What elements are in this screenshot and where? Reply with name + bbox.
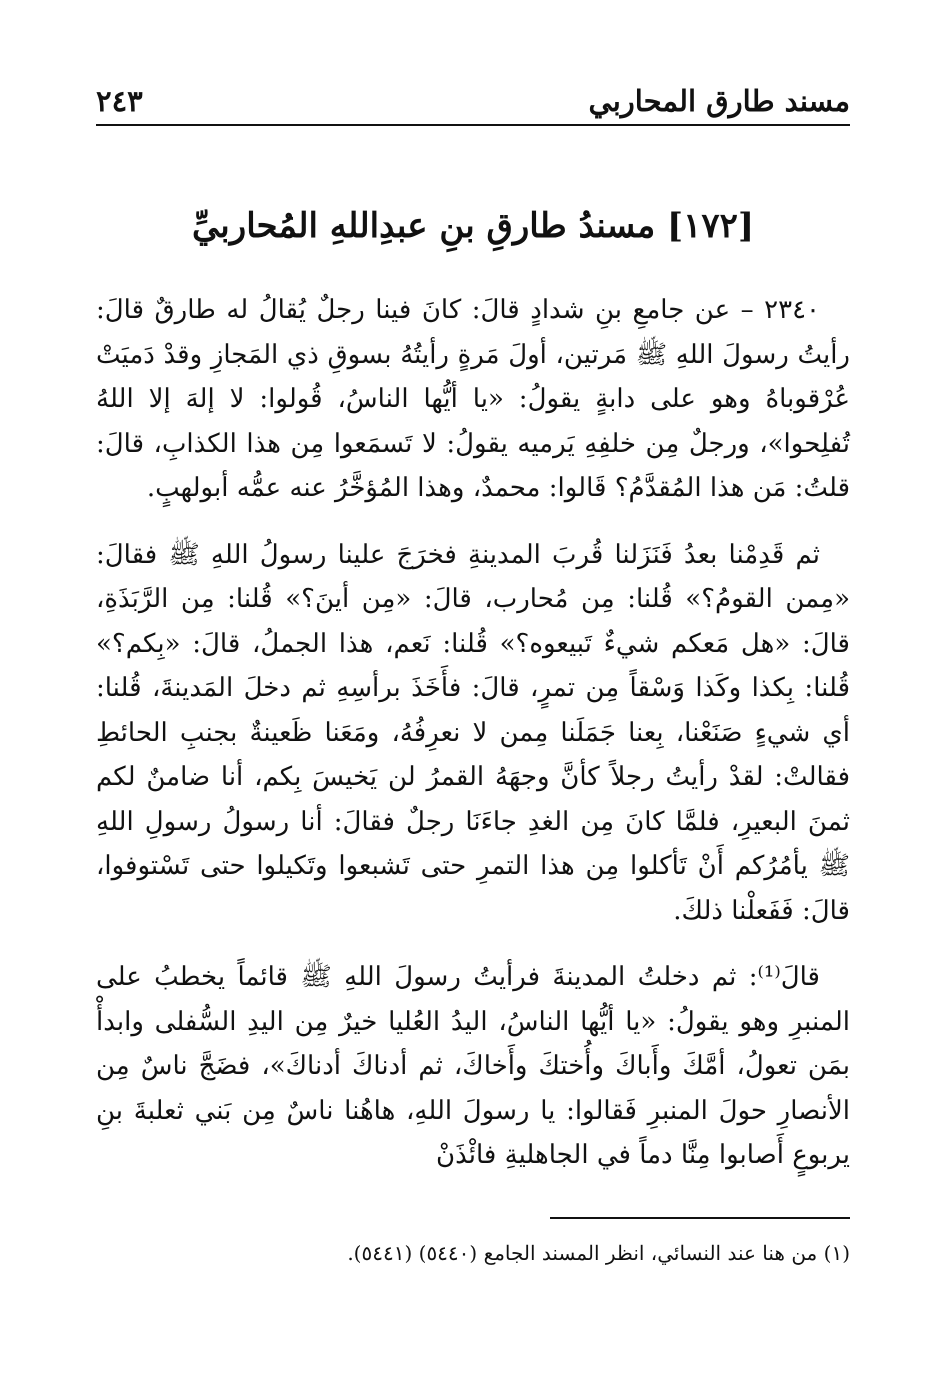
- body-text: [96, 288, 850, 1178]
- hadith-paragraph: ثم قَدِمْنا بعدُ فَنَزَلنا قُربَ المدينةِ فخرَجَ علينا رسولُ اللهِ ﷺ فقالَ: «مِمن القومُ؟» قُلنا: مِن مُحارب، قالَ: «مِن أينَ؟» قُلنا: مِن الرَّبَذَةِ، قالَ: «هل مَعكم شيءٌ تَبيعوه؟» قُلنا: نَعم، هذا الجملُ، قالَ: «بِكم؟» قُلنا: بِكذا وكَذا وَسْقاً مِن تمرٍ، قالَ: فأَخَذَ برأسِهِ ثم دخلَ المَدينةَ، قُلنا: أي شيءٍ صَنَعْنا، بِعنا جَمَلَنا مِمن لا نعرِفُهُ، ومَعَنا ظَعينةٌ بجنبِ الحائطِ فقالتْ: لقدْ رأيتُ رجلاً كأنَّ وجهَهُ القمرُ لن يَخيسَ بِكم، أنا ضامنٌ لكم ثمنَ البعيرِ، فلمَّا كانَ مِن الغدِ جاءَنَا رجلٌ فقالَ: أنا رسولُ رسولِ اللهِ ﷺ يأمُرُكم أَنْ تَأكلوا مِن هذا التمرِ حتى تَشبعوا وتَكيلوا حتى تَسْتوفوا، قالَ: فَفَعلْنا ذلكَ.: [96, 539, 850, 926]
- footnote: (١) من هنا عند النسائي، انظر المسند الجامع (٥٤٤٠) (٥٤٤١).: [347, 1241, 850, 1265]
- footnote-rule: [550, 1217, 850, 1219]
- hadith-paragraph: ٢٣٤٠ – عن جامعِ بنِ شدادٍ قالَ: كانَ فينا رجلٌ يُقالُ له طارقٌ قالَ: رأيتُ رسولَ اللهِ ﷺ مَرتين، أولَ مَرةٍ رأيتُهُ بسوقِ ذي المَجازِ وقدْ دَميَتْ عُرْقوباهُ وهو على دابةٍ يقولُ: «يا أيُّها الناسُ، قُولوا: لا إلهَ إلا اللهُ تُفلِحوا»، ورجلٌ مِن خلفِهِ يَرميه يقولُ: لا تَسمَعوا مِن هذا الكذابِ، قالَ: قلتُ: مَن هذا المُقدَّمُ؟ قَالوا: محمدٌ، وهذا المُؤخَّرُ عنه عمُّه أبولهبٍ.: [96, 295, 850, 503]
- header-rule: [96, 124, 850, 126]
- page-header: [96, 84, 850, 124]
- chapter-heading: [١٧٢] مسندُ طارقِ بنِ عبدِاللهِ المُحاربيِّ: [191, 206, 755, 246]
- page-number: ٢٤٣: [96, 84, 143, 118]
- running-title: مسند طارق المحاربي: [588, 84, 850, 118]
- hadith-paragraph: قالَ⁽¹⁾: ثم دخلتُ المدينةَ فرأيتُ رسولَ اللهِ ﷺ قائماً يخطبُ على المنبرِ وهو يقولُ: «يا أيُّها الناسُ، اليدُ العُليا خيرٌ مِن اليدِ السُّفلى وابدأْ بمَن تعولُ، أمَّكَ وأَباكَ وأُختكَ وأَخاكَ، ثم أدناكَ أدناكَ»، فضَجَّ ناسٌ مِن الأنصارِ حولَ المنبرِ فَقالوا: يا رسولَ اللهِ، هاهُنا ناسٌ مِن بَني ثعلبةَ بنِ يربوعٍ أَصابوا مِنَّا دماً في الجاهليةِ فائْذَنْ: [96, 962, 850, 1170]
